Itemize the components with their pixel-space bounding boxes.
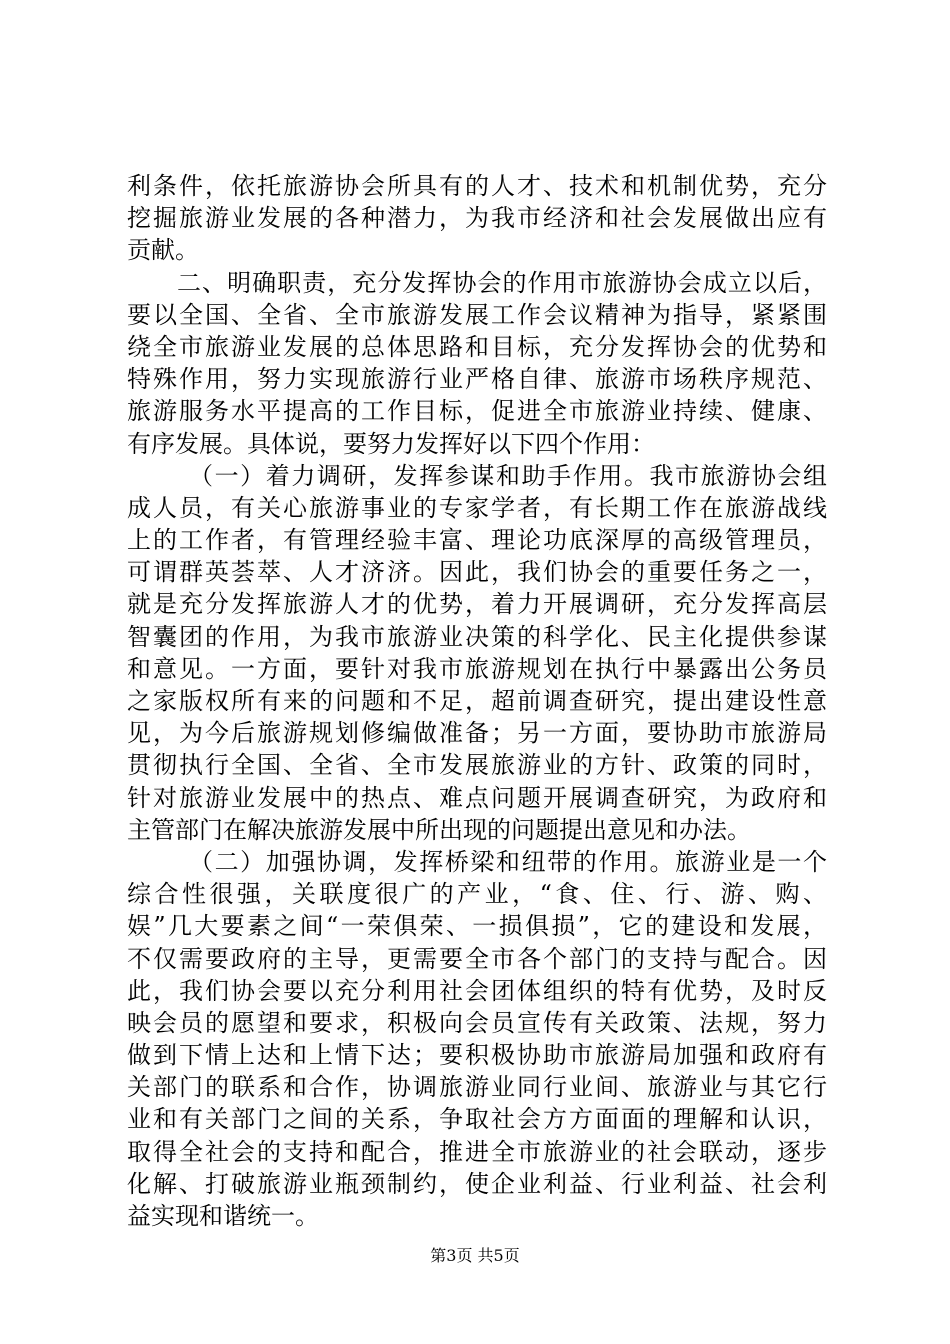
text-line: 绕全市旅游业发展的总体思路和目标，充分发挥协会的优势和 (127, 332, 827, 361)
text-line: 化解、打破旅游业瓶颈制约，使企业利益、行业利益、社会利 (127, 1169, 827, 1198)
text-line: 娱”几大要素之间“一荣俱荣、一损俱损”，它的建设和发展， (127, 912, 827, 941)
text-line: 旅游服务水平提高的工作目标，促进全市旅游业持续、健康、 (127, 397, 827, 426)
text-line: 贡献。 (127, 236, 199, 265)
text-line: 可谓群英荟萃、人才济济。因此，我们协会的重要任务之一， (127, 558, 827, 587)
text-line: 成人员，有关心旅游事业的专家学者，有长期工作在旅游战线 (127, 493, 827, 522)
text-line: 此，我们协会要以充分利用社会团体组织的特有优势，及时反 (127, 976, 827, 1005)
text-line: （二）加强协调，发挥桥梁和纽带的作用。旅游业是一个 (189, 847, 827, 876)
text-line: 特殊作用，努力实现旅游行业严格自律、旅游市场秩序规范、 (127, 365, 827, 394)
text-line: 挖掘旅游业发展的各种潜力，为我市经济和社会发展做出应有 (127, 204, 827, 233)
text-line: 益实现和谐统一。 (127, 1202, 319, 1230)
text-line: 有序发展。具体说，要努力发挥好以下四个作用： (127, 429, 655, 458)
document-body (127, 170, 827, 1232)
text-line: 就是充分发挥旅游人才的优势，着力开展调研，充分发挥高层 (127, 590, 827, 619)
text-line: 见，为今后旅游规划修编做准备；另一方面，要协助市旅游局 (127, 719, 827, 748)
text-line: 关部门的联系和合作，协调旅游业同行业间、旅游业与其它行 (127, 1073, 827, 1102)
text-line: 业和有关部门之间的关系，争取社会方方面面的理解和认识， (127, 1105, 827, 1134)
text-line: 之家版权所有来的问题和不足，超前调查研究，提出建设性意 (127, 687, 827, 715)
text-line: 和意见。一方面，要针对我市旅游规划在执行中暴露出公务员 (127, 654, 827, 683)
text-line: 综合性很强，关联度很广的产业，“食、住、行、游、购、 (127, 880, 827, 909)
text-line: 二、明确职责，充分发挥协会的作用市旅游协会成立以后， (177, 268, 827, 297)
text-line: 智囊团的作用，为我市旅游业决策的科学化、民主化提供参谋 (127, 622, 827, 651)
text-line: （一）着力调研，发挥参谋和助手作用。我市旅游协会组 (189, 461, 827, 490)
text-line: 取得全社会的支持和配合，推进全市旅游业的社会联动，逐步 (127, 1137, 827, 1166)
text-line: 针对旅游业发展中的热点、难点问题开展调查研究，为政府和 (127, 783, 827, 812)
text-line: 上的工作者，有管理经验丰富、理论功底深厚的高级管理员， (127, 526, 827, 555)
text-line: 映会员的愿望和要求，积极向会员宣传有关政策、法规，努力 (127, 1008, 827, 1037)
text-line: 贯彻执行全国、全省、全市发展旅游业的方针、政策的同时， (127, 751, 827, 780)
page-footer: 第3页 共5页 (430, 1246, 520, 1265)
text-line: 利条件，依托旅游协会所具有的人才、技术和机制优势，充分 (127, 172, 827, 200)
text-line: 不仅需要政府的主导，更需要全市各个部门的支持与配合。因 (127, 944, 827, 973)
text-line: 要以全国、全省、全市旅游发展工作会议精神为指导，紧紧围 (127, 300, 827, 329)
text-line: 主管部门在解决旅游发展中所出现的问题提出意见和办法。 (127, 815, 751, 844)
text-line: 做到下情上达和上情下达；要积极协助市旅游局加强和政府有 (127, 1041, 827, 1070)
